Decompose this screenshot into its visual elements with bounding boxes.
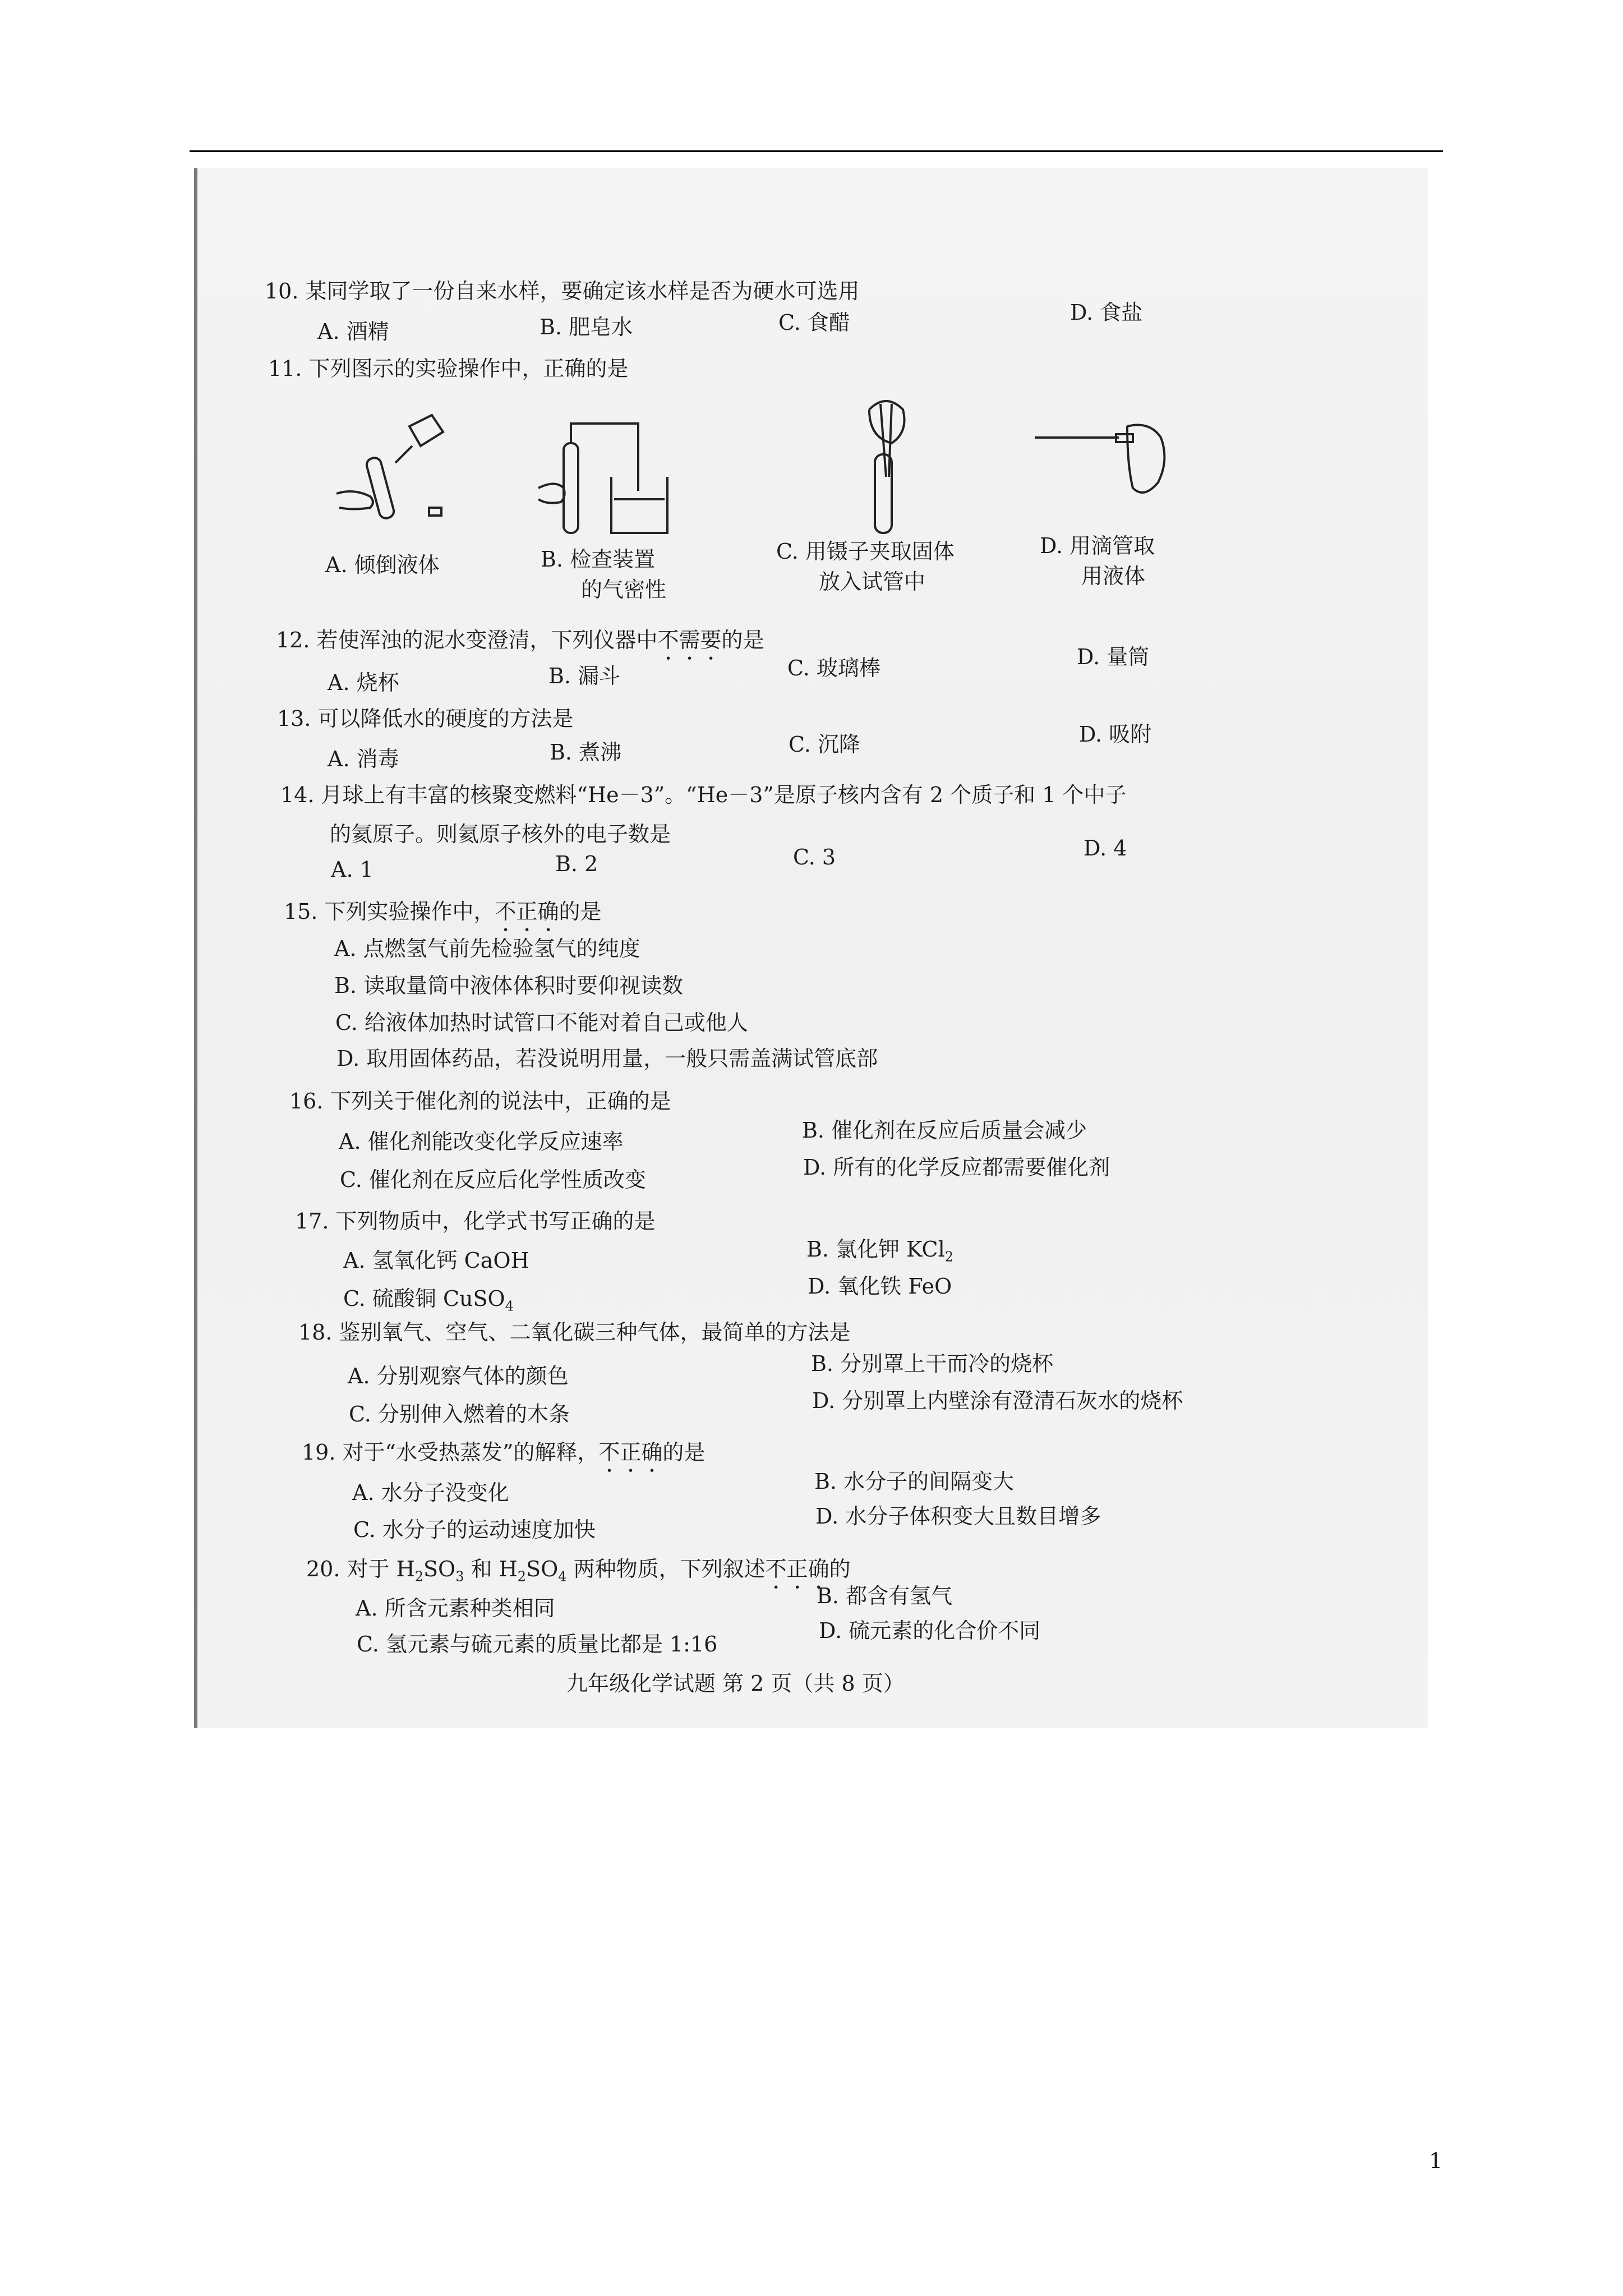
q10-option-d: D. 食盐	[1070, 300, 1143, 325]
q11-option-b-line1: B. 检查装置	[541, 547, 656, 572]
q13-option-d: D. 吸附	[1079, 722, 1152, 747]
q20-emphasis: 不正确	[765, 1557, 829, 1581]
q19-option-a: A. 水分子没变化	[352, 1480, 509, 1505]
q15-emphasis: 不正确	[495, 899, 559, 924]
q16-stem: 16. 下列关于催化剂的说法中，正确的是	[289, 1089, 671, 1114]
q11-option-b-line2: 的气密性	[581, 577, 667, 602]
q20-stem: 20. 对于 $H_2SO_3$ 和 $H_2SO_4$ 两种物质，下列叙述不正确的	[306, 1557, 851, 1585]
q15-option-b: B. 读取量筒中液体体积时要仰视读数	[334, 973, 684, 998]
q14-stem-line1: 14. 月球上有丰富的核聚变燃料“He－3”。“He－3”是原子核内含有 2 个质子和 1 个中子	[280, 783, 1127, 807]
q18-option-d: D. 分别罩上内壁涂有澄清石灰水的烧杯	[812, 1388, 1183, 1413]
q14-option-b: B. 2	[555, 852, 598, 876]
q12-option-c: C. 玻璃棒	[787, 656, 880, 680]
q10-option-a: A. 酒精	[317, 319, 389, 344]
q10-option-c: C. 食醋	[778, 310, 850, 335]
q17-option-d: D. 氧化铁 FeO	[808, 1274, 952, 1299]
q11-figure-a-pouring-liquid	[325, 404, 460, 539]
q16-option-b: B. 催化剂在反应后质量会减少	[802, 1118, 1087, 1143]
q11-figure-c-tweezers-solid	[841, 393, 931, 539]
q19-option-d: D. 水分子体积变大且数目增多	[815, 1504, 1101, 1529]
q20-option-d: D. 硫元素的化合价不同	[819, 1618, 1041, 1643]
q11-option-c-line1: C. 用镊子夹取固体	[776, 539, 955, 564]
q19-emphasis: 不正确	[598, 1440, 663, 1465]
q20-option-c: C. 氢元素与硫元素的质量比都是 1:16	[357, 1632, 718, 1657]
q12-option-a: A. 烧杯	[328, 670, 399, 695]
q14-option-c: C. 3	[793, 845, 836, 869]
q20-option-b: B. 都含有氢气	[817, 1584, 953, 1608]
q15-stem: 15. 下列实验操作中，不正确的是	[284, 899, 602, 924]
q11-option-d-line1: D. 用滴管取	[1040, 533, 1155, 558]
q13-option-c: C. 沉降	[789, 732, 860, 757]
q18-option-a: A. 分别观察气体的颜色	[348, 1364, 569, 1388]
q18-option-b: B. 分别罩上干而冷的烧杯	[811, 1351, 1054, 1376]
q13-option-a: A. 消毒	[328, 747, 399, 771]
q19-stem: 19. 对于“水受热蒸发”的解释，不正确的是	[302, 1440, 706, 1465]
q10-stem: 10. 某同学取了一份自来水样，要确定该水样是否为硬水可选用	[265, 279, 860, 303]
q10-option-b: B. 肥皂水	[540, 315, 633, 339]
q17-option-c: C. 硫酸铜 CuSO$_4$	[343, 1286, 514, 1314]
q18-option-c: C. 分别伸入燃着的木条	[349, 1402, 570, 1427]
q11-option-c-line2: 放入试管中	[819, 569, 926, 594]
q20-option-a: A. 所含元素种类相同	[356, 1596, 555, 1621]
q11-figure-b-airtightness-check	[533, 415, 679, 544]
q17-option-b: B. 氯化钾 KCl$_2$	[806, 1237, 954, 1265]
q19-option-c: C. 水分子的运动速度加快	[353, 1517, 596, 1542]
q15-option-d: D. 取用固体药品，若没说明用量，一般只需盖满试管底部	[336, 1046, 878, 1071]
q11-option-d-line2: 用液体	[1081, 564, 1146, 588]
q16-option-c: C. 催化剂在反应后化学性质改变	[340, 1167, 646, 1192]
q12-option-b: B. 漏斗	[548, 664, 621, 688]
q11-option-a: A. 倾倒液体	[325, 553, 440, 577]
q14-option-a: A. 1	[331, 857, 374, 882]
q18-stem: 18. 鉴别氧气、空气、二氧化碳三种气体，最简单的方法是	[298, 1320, 851, 1345]
exam-page-footer: 九年级化学试题 第 2 页（共 8 页）	[566, 1671, 905, 1696]
q13-option-b: B. 煮沸	[550, 740, 622, 765]
q12-stem: 12. 若使浑浊的泥水变澄清，下列仪器中不需要的是	[276, 628, 764, 652]
q16-option-a: A. 催化剂能改变化学反应速率	[339, 1129, 624, 1154]
document-page-number: 1	[1429, 2148, 1443, 2173]
q13-stem: 13. 可以降低水的硬度的方法是	[277, 706, 574, 731]
q12-option-d: D. 量筒	[1077, 645, 1150, 669]
q15-option-a: A. 点燃氢气前先检验氢气的纯度	[334, 936, 640, 961]
q19-option-b: B. 水分子的间隔变大	[814, 1469, 1015, 1494]
q12-emphasis: 不需要	[657, 628, 722, 652]
q16-option-d: D. 所有的化学反应都需要催化剂	[803, 1155, 1110, 1180]
q17-stem: 17. 下列物质中，化学式书写正确的是	[295, 1209, 656, 1234]
q14-option-d: D. 4	[1083, 836, 1127, 861]
q15-option-c: C. 给液体加热时试管口不能对着自己或他人	[335, 1010, 748, 1035]
q11-figure-d-dropper	[1032, 415, 1178, 516]
q11-stem: 11. 下列图示的实验操作中，正确的是	[268, 356, 629, 381]
q14-stem-line2: 的氦原子。则氦原子核外的电子数是	[330, 822, 671, 846]
q17-option-a: A. 氢氧化钙 CaOH	[343, 1248, 529, 1273]
